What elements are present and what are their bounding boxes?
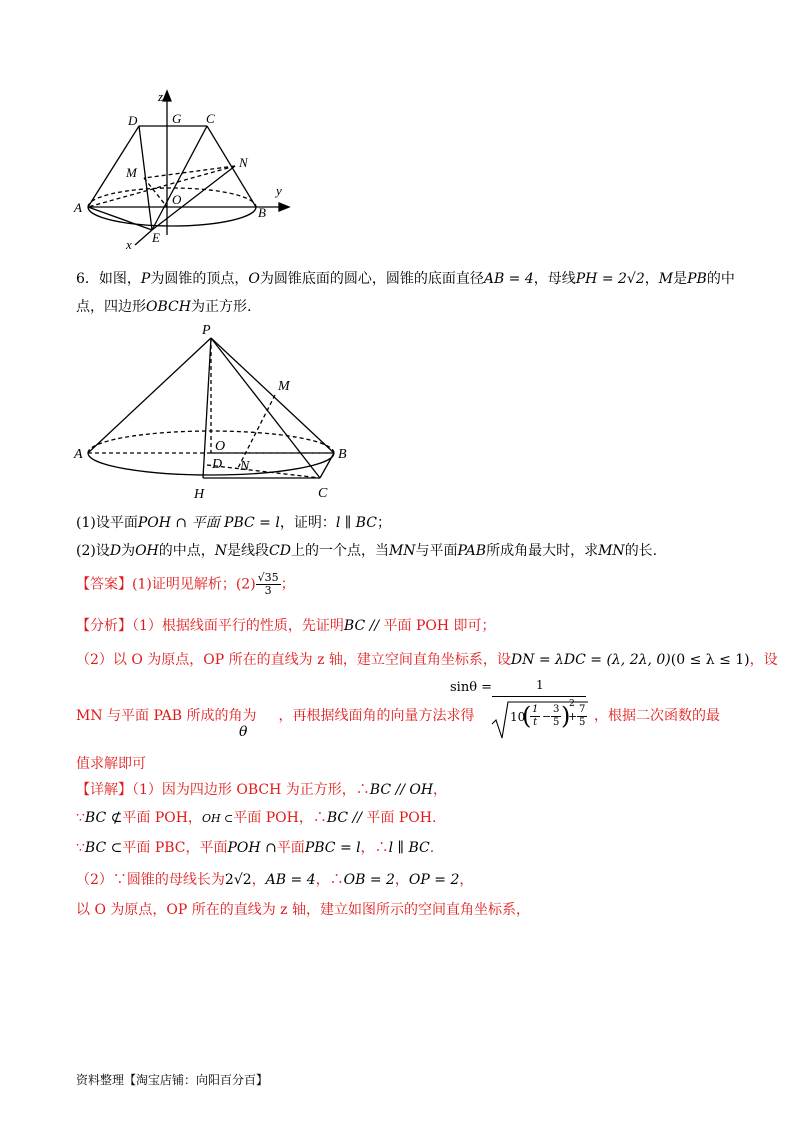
analysis-text: （1）根据线面平行的性质，先证明 [132,618,344,634]
minus-sign: − [542,710,552,723]
q2-text: 上的一个点，当 [290,543,389,559]
detail-line-5: 以 O 为原点，OP 所在的直线为 z 轴，建立如图所示的空间直角坐标系， [76,902,531,918]
fig2-label-D: D [212,457,223,472]
frac-den: 5 [553,717,560,728]
fig1-label-y: y [276,183,282,198]
sin-formula [450,680,590,740]
question-2 [76,540,657,560]
q2-text: 是线段 [227,543,270,559]
q2-math: D [109,543,122,559]
detail-math: POH ∩ [227,840,277,856]
problem-text: 为正方形. [190,299,252,315]
detail-math: BC ⊂ [84,840,123,856]
fig1-label-O: O [172,192,182,207]
sin-ten: 10 [510,710,526,724]
detail-math: OB = 2 [343,872,395,888]
math-OBCH: OBCH [146,299,191,315]
problem-line-2 [76,296,251,316]
analysis-line-3-end: ，根据二次函数的最 [594,708,720,724]
detail-text: ∵ [76,840,85,856]
frac-7-5 [577,704,587,729]
answer-end: ； [280,576,295,593]
math-PB: PB [687,271,707,287]
problem-text: 如图， [98,271,141,287]
detail-line-1 [76,779,447,799]
math-O: O [248,271,260,287]
fig1-label-x: x [126,237,132,252]
detail-text: ， [394,872,409,888]
analysis-line-3 [76,705,474,725]
detail-math: PBC = l [304,840,361,856]
frac-3-5 [551,704,561,729]
analysis-line-1 [76,615,496,635]
fig1-label-C: C [206,111,215,126]
answer-line [76,572,295,597]
q2-text: 的中点， [158,543,215,559]
sin-fraction-bar [492,696,586,697]
detail-line-2 [76,807,436,827]
frac-num: 3 [553,704,560,715]
analysis-math: DN = λDC = (λ, 2λ, 0) [510,652,671,668]
q1-math: l ∥ BC [335,515,377,531]
q2-math: MN [388,543,416,559]
analysis-text: （2）以 O 为原点，OP 所在的直线为 z 轴，建立空间直角坐标系，设 [76,652,511,668]
fig2-label-A: A [74,447,83,462]
math-PH: PH = 2√2 [575,271,645,287]
detail-text: ， [251,872,266,888]
fig1-label-A: A [74,200,82,215]
math-P: P [140,271,151,287]
detail-text: . [429,840,435,856]
analysis-math: (0 ≤ λ ≤ 1) [670,652,750,668]
detail-text: 平面 POH， [122,810,202,826]
answer-fraction [256,572,281,597]
analysis-text: MN 与平面 PAB 所成的角为 [76,708,257,724]
fig2-label-P: P [202,323,211,338]
detail-text: ， [459,872,474,888]
detail-text: ∵ [76,810,85,826]
paren-close: ) [561,702,571,730]
detail-math: OH ⊂ [201,812,234,825]
paren-open: ( [522,702,532,730]
sin-numerator: 1 [536,678,544,692]
math-AB: AB = 4 [483,271,534,287]
detail-math: BC // OH [369,782,434,798]
frac-1-t [530,704,540,729]
q2-math: PAB [457,543,487,559]
detail-math: AB = 4 [265,872,316,888]
answer-numerator: √35 [257,571,279,584]
question-1 [76,512,391,532]
fig1-label-E: E [152,230,160,245]
detail-math: BC ⊄ [84,810,123,826]
sin-lhs: sinθ = [450,680,493,695]
fig2-label-H: H [194,487,205,502]
frac-den: 5 [579,717,586,728]
q1-math: POH ∩ 平面 PBC = l [137,515,280,531]
fig1-label-M: M [126,165,137,180]
answer-text: (1)证明见解析；(2) [132,576,256,593]
problem-text: 是 [673,271,688,287]
fig2-label-O: O [215,439,226,454]
fig1-label-G: G [172,111,182,126]
detail-line-4 [76,869,473,889]
q2-text: (2)设 [76,543,110,559]
q2-text: 所成角最大时，求 [486,543,599,559]
q2-text: 与平面 [415,543,458,559]
figure-cone [70,318,360,503]
fig1-label-N: N [239,155,248,170]
detail-text: 平面 [276,840,305,856]
detail-math: 2√2 [224,872,252,888]
problem-text: 的中 [706,271,735,287]
frac-num: 7 [579,704,586,715]
frac-num: 1 [532,704,539,715]
q1-text: (1)设平面 [76,515,138,531]
analysis-math: BC // [343,618,384,634]
analysis-text: 平面 POH 即可； [383,618,496,634]
detail-text: ，∴ [315,872,344,888]
q2-math: MN [598,543,625,559]
problem-text: ，母线 [533,271,576,287]
detail-math: BC // [326,810,367,826]
fig2-label-N: N [240,459,250,474]
problem-text: 为圆锥的顶点， [150,271,249,287]
fig1-label-D: D [128,113,138,128]
analysis-text: ，设 [749,652,778,668]
detail-text: 平面 POH. [366,810,437,826]
problem-text: 点，四边形 [76,299,146,315]
plus-sign: + [568,710,578,723]
q2-math: N [214,543,228,559]
detail-text: ，∴ [360,840,389,856]
answer-denominator: 3 [264,584,272,597]
q1-text: ，证明： [279,515,336,531]
fig1-label-B: B [258,205,266,220]
q2-math: OH [135,543,159,559]
q2-math: CD [269,543,291,559]
math-M: M [658,271,674,287]
fig2-label-B: B [338,447,347,462]
fig2-label-C: C [318,486,328,501]
problem-text: ， [644,271,659,287]
problem-number: 6． [76,271,99,287]
detail-math: l ∥ BC [388,840,430,856]
fig1-label-z: z [158,89,164,104]
detail-text: （1）因为四边形 OBCH 为正方形，∴ [132,782,370,798]
detail-tag: 【详解】 [76,782,132,798]
theta-symbol: θ [239,724,248,740]
exponent: 2 [569,699,575,709]
problem-text: 为圆锥底面的圆心，圆锥的底面直径 [259,271,484,287]
q1-text: ； [376,515,391,531]
q2-text: 为 [121,543,136,559]
fig2-label-M: M [278,379,290,394]
page-footer: 资料整理【淘宝店铺：向阳百分百】 [76,1073,269,1087]
analysis-line-2 [76,649,778,669]
detail-text: ， [433,782,448,798]
detail-line-3 [76,837,434,857]
detail-text: （2）∵圆锥的母线长为 [76,872,225,888]
analysis-tag: 【分析】 [76,618,132,634]
detail-text: 平面 PBC，平面 [122,840,228,856]
problem-line-1 [76,268,735,288]
q2-text: 的长. [624,543,658,559]
frac-den: t [533,717,538,728]
figure-coordinate-frustum [60,85,300,255]
detail-math: OP = 2 [408,872,460,888]
analysis-text: ，再根据线面角的向量方法求得 [278,708,475,724]
answer-tag: 【答案】 [76,576,132,593]
detail-text: 平面 POH，∴ [233,810,327,826]
analysis-line-4: 值求解即可 [76,756,146,772]
